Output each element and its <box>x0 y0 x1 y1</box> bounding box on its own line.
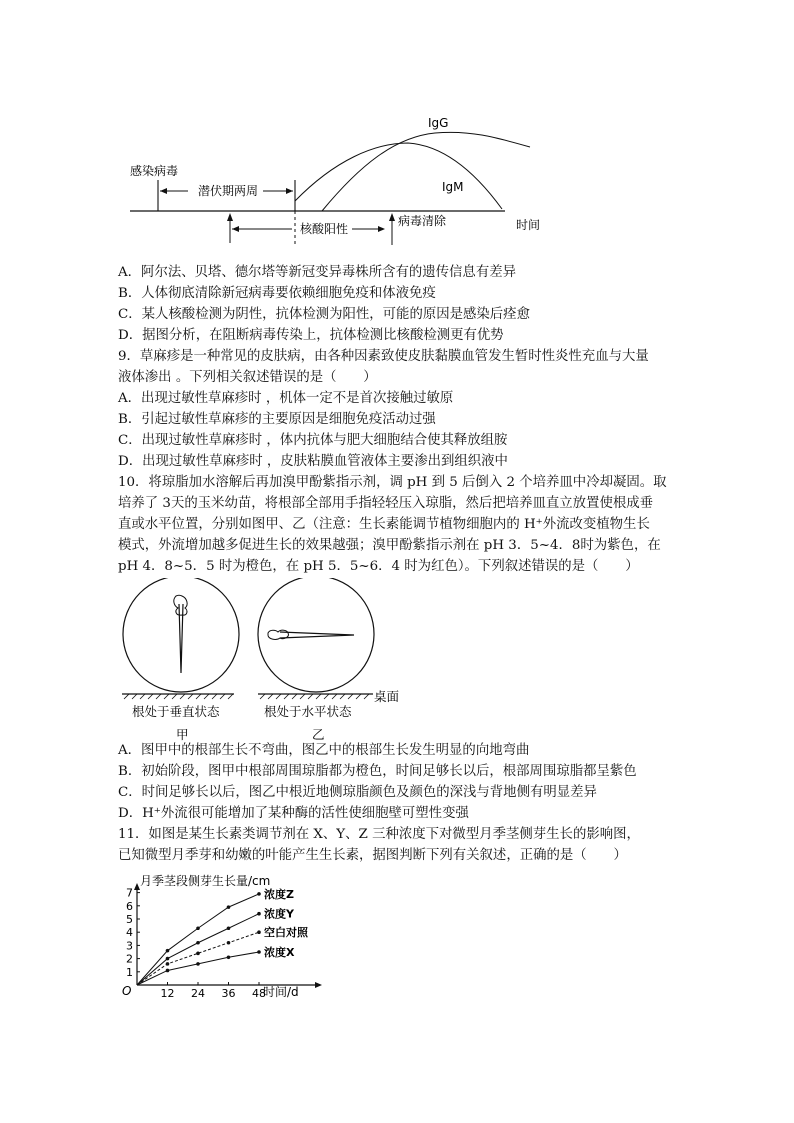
petri-dish-yi <box>258 578 374 692</box>
q10-stem-2: 培养了 3天的玉米幼苗，将根部全部用手指轻轻压入琼脂，然后把培养皿直立放置使根成垂 <box>118 496 654 511</box>
q9-stem-1: 9．草麻疹是一种常见的皮肤病，由各种因素致使皮肤黏膜血管发生暂时性炎性充血与大量 <box>118 349 649 364</box>
data-point <box>257 892 261 896</box>
clear-arrowhead <box>389 213 395 221</box>
latent-label: 潜伏期两周 <box>198 184 259 198</box>
q8-option-c: C．某人核酸检测为阴性，抗体检测为阳性，可能的原因是感染后痊愈 <box>118 307 530 322</box>
q10-stem-3: 直或水平位置，分别如图甲、乙（注意：生长素能调节植物细胞内的 H⁺外流改变植物生长 <box>118 517 650 532</box>
q9-option-c: C．出现过敏性草麻疹时 ，体内抗体与肥大细胞结合使其释放组胺 <box>118 433 508 448</box>
detect-arrowhead <box>227 213 233 221</box>
data-point <box>196 962 200 966</box>
q10-option-a: A．图甲中的根部生长不弯曲，图乙中的根部生长发生明显的向地弯曲 <box>118 743 530 758</box>
q10-option-c: C．时间足够长以后，图乙中根近地侧琼脂颜色及颜色的深浅与背地侧有明显差异 <box>118 785 597 800</box>
data-point <box>257 930 261 934</box>
latent-arrowhead-right <box>286 188 293 194</box>
chart-origin: O <box>122 984 132 998</box>
clear-label: 病毒清除 <box>398 214 447 228</box>
y-tick-label: 1 <box>126 965 133 979</box>
q8-option-b: B．人体彻底清除新冠病毒要依赖细胞免疫和体液免疫 <box>118 286 436 301</box>
igm-label: IgM <box>442 180 464 194</box>
data-point <box>166 957 170 961</box>
q11-stem-2: 已知微型月季芽和幼嫩的叶能产生生长素，据图判断下列有关叙述，正确的是（ ） <box>118 848 627 863</box>
time-label: 时间 <box>516 218 541 232</box>
data-point <box>166 949 170 953</box>
data-point <box>257 950 261 954</box>
q8-option-a: A．阿尔法、贝塔、德尔塔等新冠变异毒株所含有的遗传信息有差异 <box>118 265 516 280</box>
igm-curve <box>295 143 502 209</box>
y-tick-label: 5 <box>126 913 133 926</box>
y-tick-label: 6 <box>126 899 133 913</box>
desk-label: 桌面 <box>374 689 400 704</box>
data-point <box>227 926 231 930</box>
x-tick-label: 12 <box>160 987 175 1000</box>
y-tick-label: 2 <box>126 952 133 966</box>
data-point <box>227 905 231 909</box>
y-tick-label: 3 <box>126 939 133 953</box>
data-point <box>166 962 170 966</box>
x-tick-label: 48 <box>252 987 266 1000</box>
x-tick-label: 24 <box>191 987 205 1000</box>
growth-chart <box>118 870 348 1005</box>
series-line <box>137 932 259 985</box>
series-label: 浓度Y <box>264 907 294 921</box>
data-point <box>166 969 170 973</box>
positive-arrowhead-left <box>232 226 239 232</box>
root-yi <box>280 632 354 638</box>
latent-arrowhead-left <box>160 188 167 194</box>
vertical-caption: 根处于垂直状态 <box>132 704 220 719</box>
q10-stem-1: 10．将琼脂加水溶解后再加溴甲酚紫指示剂，调 pH 到 5 后倒入 2 个培养皿中冷却凝固。取 <box>118 475 667 490</box>
positive-arrowhead-right <box>378 226 385 232</box>
data-point <box>196 926 200 930</box>
seed-jia <box>174 595 187 615</box>
antibody-figure <box>120 105 550 245</box>
yi-caption: 乙 <box>312 727 325 742</box>
desk-hatch <box>124 694 369 699</box>
x-axis-arrow <box>315 982 322 988</box>
q9-option-a: A．出现过敏性草麻疹时 ，机体一定不是首次接触过敏原 <box>118 391 454 406</box>
q10-stem-5: pH 4．8~5．5 时为橙色，在 pH 5．5~6．4 时为红色）。下列叙述错误的是（ ） <box>118 559 639 574</box>
series-line <box>137 894 259 985</box>
infect-label: 感染病毒 <box>130 164 179 178</box>
q10-option-d: D．H⁺外流很可能增加了某种酶的活性使细胞壁可塑性变强 <box>118 806 469 821</box>
igg-label: IgG <box>428 116 449 130</box>
q10-stem-4: 模式，外流增加越多促进生长的效果越强；溴甲酚紫指示剂在 pH 3．5~4．8时为紫色，在 <box>118 538 661 553</box>
petri-figure <box>118 578 418 743</box>
q8-option-d: D．据图分析，在阻断病毒传染上，抗体检测比核酸检测更有优势 <box>118 328 504 343</box>
q11-stem-1: 11．如图是某生长素类调节剂在 X、Y、Z 三种浓度下对微型月季茎侧芽生长的影响图， <box>118 827 640 842</box>
positive-label: 核酸阳性 <box>300 222 349 236</box>
data-point <box>227 955 231 959</box>
data-point <box>227 941 231 945</box>
igg-curve <box>322 132 530 211</box>
q9-stem-2: 液体渗出 。下列相关叙述错误的是（ ） <box>118 370 377 385</box>
y-tick-label: 4 <box>126 926 133 940</box>
data-point <box>196 941 200 945</box>
x-tick-label: 36 <box>221 987 236 1000</box>
q9-option-b: B．引起过敏性草麻疹的主要原因是细胞免疫活动过强 <box>118 412 436 427</box>
q9-option-d: D．出现过敏性草麻疹时 ，皮肤粘膜血管液体主要渗出到组织液中 <box>118 454 508 469</box>
series-label: 浓度Z <box>264 887 294 901</box>
chart-xlabel: 时间/d <box>263 985 299 999</box>
q10-option-b: B．初始阶段，图甲中根部周围琼脂都为橙色，时间足够长以后，根部周围琼脂都呈紫色 <box>118 764 637 779</box>
y-tick-label: 7 <box>126 886 133 900</box>
horizontal-caption: 根处于水平状态 <box>264 704 352 719</box>
series-label: 浓度X <box>264 946 295 959</box>
root-jia <box>179 604 183 673</box>
chart-ylabel: 月季茎段侧芽生长量/cm <box>140 874 271 888</box>
data-point <box>196 952 200 956</box>
series-label: 空白对照 <box>264 926 308 940</box>
data-point <box>257 912 261 916</box>
jia-caption: 甲 <box>176 727 189 742</box>
series-line <box>137 914 259 985</box>
